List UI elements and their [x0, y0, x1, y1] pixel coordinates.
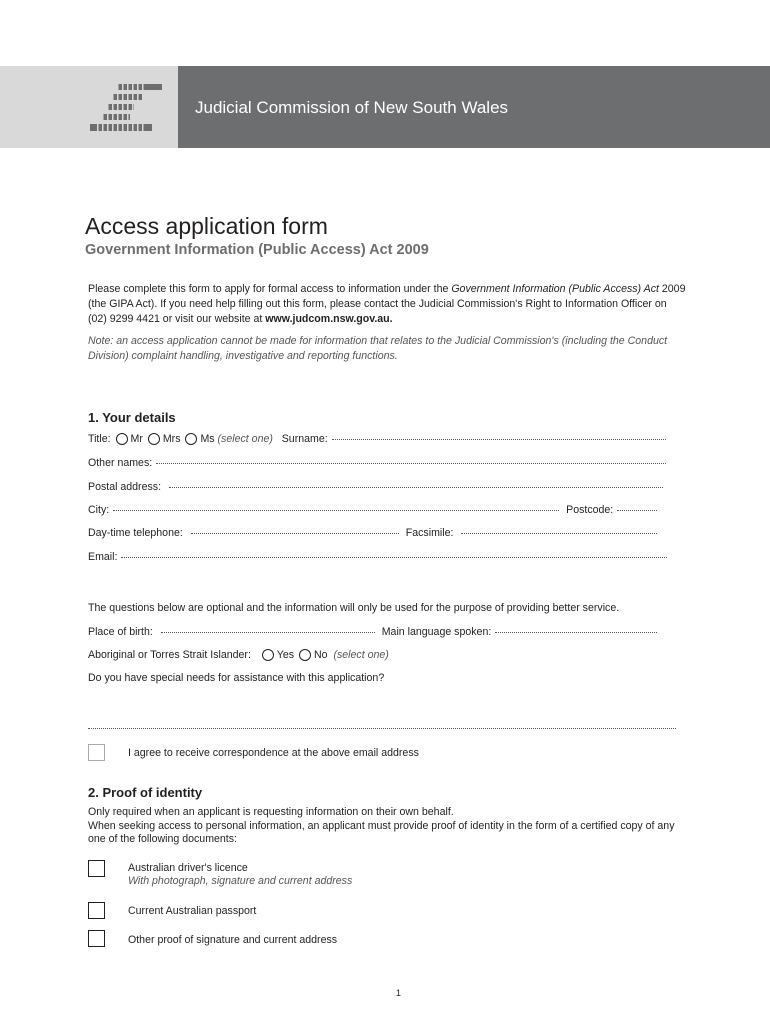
place-of-birth-field[interactable]	[161, 632, 375, 633]
drivers-licence-label: Australian driver's licence With photograph, signature and current address	[128, 862, 353, 887]
postal-address-field[interactable]	[169, 487, 663, 488]
postal-row: Postal address:	[88, 479, 680, 495]
other-proof-checkbox[interactable]	[88, 930, 105, 947]
email-row: Email:	[88, 549, 680, 565]
special-needs-question: Do you have special needs for assistance with this application?	[88, 672, 385, 684]
page-title: Access application form	[85, 213, 328, 239]
atsi-no-radio[interactable]	[299, 649, 311, 661]
facsimile-field[interactable]	[461, 533, 657, 534]
passport-checkbox[interactable]	[88, 902, 105, 919]
website-link[interactable]: www.judcom.nsw.gov.au.	[265, 313, 393, 325]
section-1-heading: 1. Your details	[88, 410, 176, 425]
title-ms-radio[interactable]	[185, 433, 197, 445]
title-mr-radio[interactable]	[116, 433, 128, 445]
surname-field[interactable]	[332, 439, 666, 440]
optional-note: The questions below are optional and the information will only be used for the purpose of providing better service.	[88, 602, 620, 614]
jc-logo-icon	[84, 82, 164, 136]
telephone-field[interactable]	[191, 533, 399, 534]
title-mrs-radio[interactable]	[148, 433, 160, 445]
section-2-heading: 2. Proof of identity	[88, 785, 203, 800]
proof-intro: Only required when an applicant is requesting information on their own behalf. When seeking access to personal information, an applicant must provide proof of identity in the form of a certified copy of any one of the following documents:	[88, 806, 675, 845]
page-number: 1	[396, 988, 402, 998]
email-consent-checkbox[interactable]	[88, 744, 105, 761]
intro-paragraph: Please complete this form to apply for formal access to information under the Government Information (Public Access) Act 2009 (the GIPA Act). If you need help filling out this form, please contact the Judicial Commission's Right to Information Officer on (02) 9299 4421 or visit our website at www.judcom.nsw.gov.au.	[88, 283, 686, 325]
title-row: Title: Mr Mrs Ms (select one) Surname:	[88, 431, 680, 447]
birth-language-row: Place of birth: Main language spoken:	[88, 624, 680, 640]
other-names-row: Other names:	[88, 455, 680, 471]
logo-panel	[0, 66, 178, 148]
special-needs-field[interactable]	[88, 728, 676, 729]
email-consent-label: I agree to receive correspondence at the above email address	[128, 747, 419, 759]
drivers-licence-checkbox[interactable]	[88, 860, 105, 877]
email-field[interactable]	[121, 557, 667, 558]
atsi-row: Aboriginal or Torres Strait Islander: Yes No (select one)	[88, 649, 389, 662]
phone-row: Day-time telephone: Facsimile:	[88, 525, 680, 541]
postcode-field[interactable]	[617, 510, 657, 511]
city-field[interactable]	[113, 510, 559, 511]
city-row: City: Postcode:	[88, 502, 680, 518]
atsi-yes-radio[interactable]	[262, 649, 274, 661]
other-names-field[interactable]	[156, 463, 666, 464]
special-needs-row	[88, 720, 680, 736]
other-proof-label: Other proof of signature and current address	[128, 934, 338, 946]
org-name: Judicial Commission of New South Wales	[195, 98, 509, 117]
language-field[interactable]	[495, 632, 657, 633]
page-subtitle: Government Information (Public Access) Act 2009	[85, 242, 429, 258]
header-banner	[0, 66, 770, 148]
passport-label: Current Australian passport	[128, 905, 257, 917]
intro-note: Note: an access application cannot be made for information that relates to the Judicial Commission's (including the Conduct Division) complaint handling, investigative and reporting functions.	[88, 335, 668, 362]
